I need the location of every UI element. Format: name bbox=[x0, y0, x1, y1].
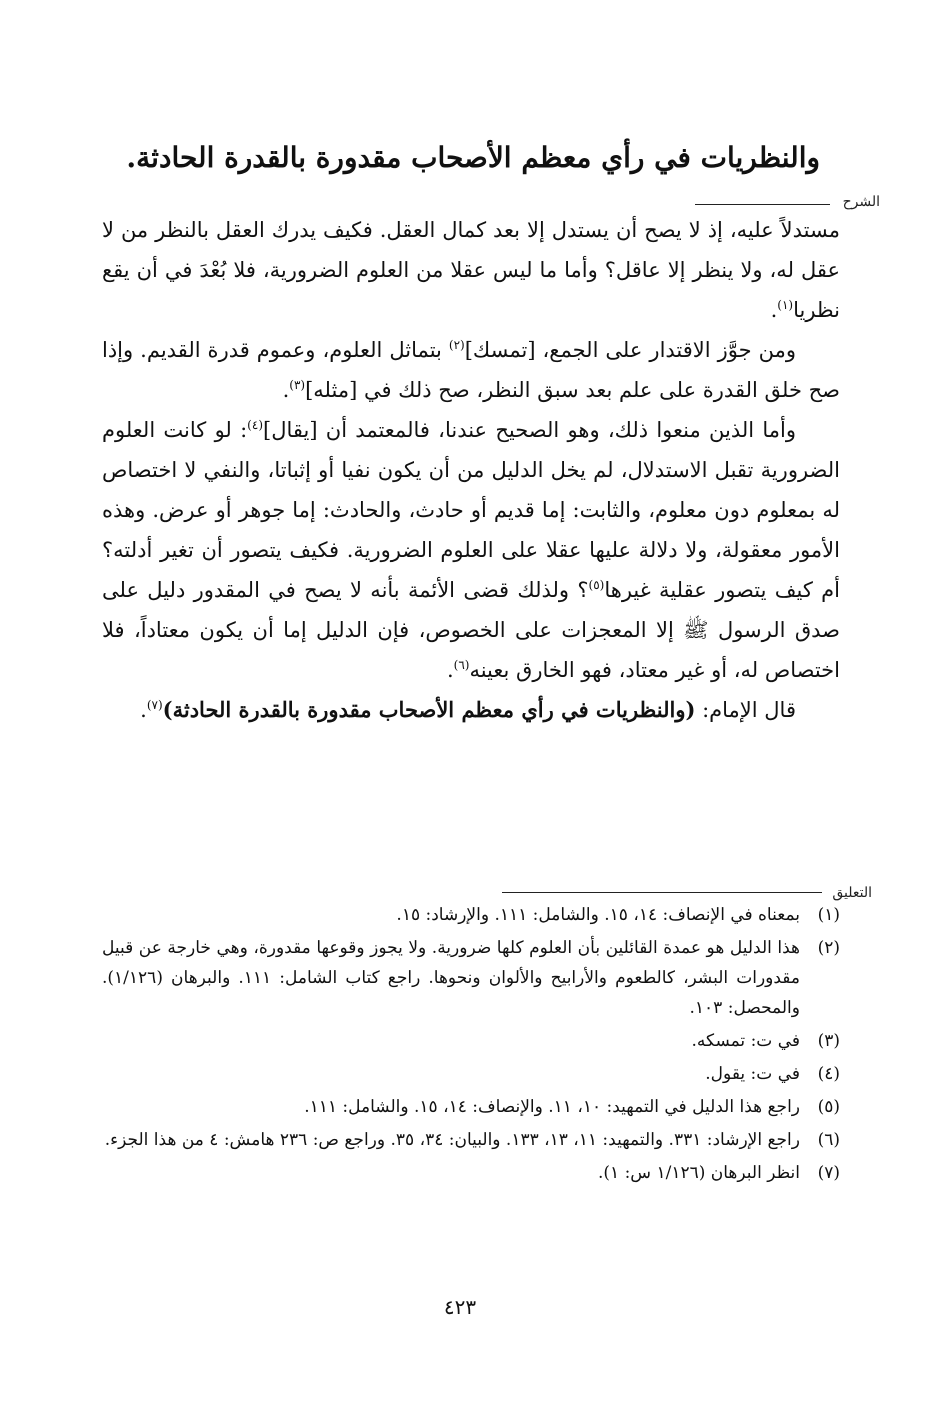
footnote-item bbox=[102, 1092, 840, 1122]
footnote-text: بمعناه في الإنصاف: ١٤، ١٥. والشامل: ١١١. والإرشاد: ١٥. bbox=[396, 905, 800, 925]
footnote-number: (٤) bbox=[817, 1064, 840, 1084]
page-number: ٤٢٣ bbox=[443, 1295, 477, 1319]
footnote-text: راجع الإرشاد: ٣٣١. والتمهيد: ١١، ١٣، ١٣٣. والبيان: ٣٤، ٣٥. وراجع ص: ٢٣٦ هامش: ٤ من هذا الجزء. bbox=[104, 1130, 800, 1150]
footnote-ref[interactable]: (١) bbox=[777, 298, 794, 312]
footnote-item bbox=[102, 1026, 840, 1056]
footnote-text: انظر البرهان (١/١٢٦ س: ١). bbox=[597, 1163, 800, 1183]
footnote-text: في ت: يقول. bbox=[705, 1064, 800, 1084]
paragraph-3: وأما الذين منعوا ذلك، وهو الصحيح عندنا، فالمعتمد أن [يقال]$^{(٤)}$: لو كانت العلوم الضرورية تقبل الاستدلال، لم يخل الدليل من أن يكون نفيا أو إثباتا، والنفي لا اختصاص له بمعلوم دون معلوم، والثابت: إما قديم أو حادث، والحادث: إما جوهر أو عرض. وهذه الأمور معقولة، ولا دلالة عليها عقلا على العلوم الضرورية. فكيف يتصور أن تغير أدلته؟ أم كيف يتصور عقلية غيرها$^{(٥)}$؟ ولذلك قضى الأئمة بأنه لا يصح في المقدور دليل على صدق الرسول ﷺ إلا المعجزات على الخصوص، فإن الدليل إما أن يكون معتاداً، فلا اختصاص له، أو غير معتاد، فهو الخارق بعينه$^{(٦)}$. bbox=[102, 418, 840, 682]
footnote-ref[interactable]: (٤) bbox=[247, 418, 263, 432]
ta3liq-label: التعليق bbox=[832, 885, 872, 901]
commentary-body bbox=[102, 210, 840, 730]
footnote-item bbox=[102, 1158, 840, 1188]
footnote-ref[interactable]: (٥) bbox=[588, 578, 605, 592]
imam-quote-paragraph: قال الإمام: (والنظريات في رأي معظم الأصحاب مقدورة بالقدرة الحادثة)$^{(٧)}$. bbox=[140, 697, 796, 722]
footnotes-divider bbox=[502, 892, 822, 893]
footnote-item bbox=[102, 900, 840, 930]
footnote-ref[interactable]: (٦) bbox=[453, 658, 470, 672]
footnote-ref[interactable]: (٧) bbox=[146, 698, 163, 712]
footnote-item bbox=[102, 1059, 840, 1089]
paragraph-1: مستدلاً عليه، إذ لا يصح أن يستدل إلا بعد كمال العقل. فكيف يدرك العقل بالنظر من لا عقل له، ولا ينظر إلا عاقل؟ وأما ما ليس عقلا من العلوم الضرورية، فلا بُعْدَ في أن يقع نظريا$^{(١)}$. bbox=[102, 218, 840, 322]
footnote-item bbox=[102, 1125, 840, 1155]
sharh-divider bbox=[695, 204, 830, 205]
footnote-number: (٣) bbox=[817, 1031, 840, 1051]
page-heading: والنظريات في رأي معظم الأصحاب مقدورة بالقدرة الحادثة. bbox=[126, 141, 820, 174]
footnote-number: (٦) bbox=[817, 1130, 840, 1150]
paragraph-2: ومن جوَّز الاقتدار على الجمع، [تمسك]$^{(٢)}$ بتماثل العلوم، وعموم قدرة القديم. وإذا صح خلق القدرة على علم بعد سبق النظر، صح ذلك في [مثله]$^{(٣)}$. bbox=[102, 338, 840, 402]
footnote-number: (٧) bbox=[817, 1163, 840, 1183]
footnote-number: (٥) bbox=[817, 1097, 840, 1117]
sharh-label: الشرح bbox=[842, 194, 880, 210]
footnote-number: (١) bbox=[817, 905, 840, 925]
footnote-ref[interactable]: (٣) bbox=[289, 378, 306, 392]
footnote-text: في ت: تمسكه. bbox=[691, 1031, 800, 1051]
footnote-ref[interactable]: (٢) bbox=[448, 338, 465, 352]
footnote-text: راجع هذا الدليل في التمهيد: ١٠، ١١. والإنصاف: ١٤، ١٥. والشامل: ١١١. bbox=[304, 1097, 800, 1117]
footnote-text: هذا الدليل هو عمدة القائلين بأن العلوم كلها ضرورية. ولا يجوز وقوعها مقدورة، وهي خارجة عن قبيل مقدورات البشر، كالطعوم والأرابيح والألوان ونحوها. راجع كتاب الشامل: ١١١. والبرهان (١/١٢٦). والمحصل: ١٠٣. bbox=[102, 938, 800, 1018]
footnotes-list bbox=[102, 900, 840, 1191]
imam-quote: (والنظريات في رأي معظم الأصحاب مقدورة بالقدرة الحادثة) bbox=[162, 697, 696, 722]
footnote-item bbox=[102, 933, 840, 1023]
footnote-number: (٢) bbox=[817, 938, 840, 958]
